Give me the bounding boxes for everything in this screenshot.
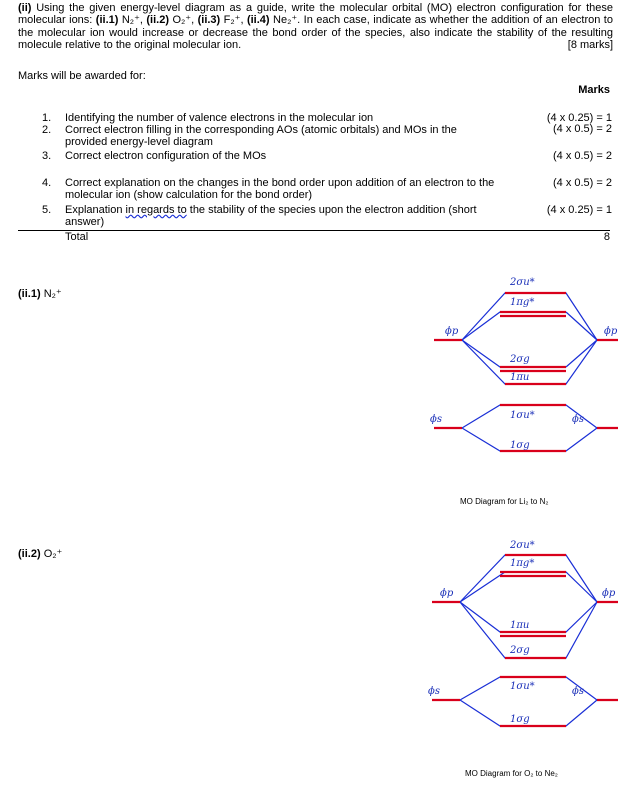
label-phi-p-right: ϕp [602, 588, 616, 599]
part-ii1-label: (ii.1) N₂⁺ [18, 288, 62, 300]
label-1sigma-g: 1σg [510, 714, 530, 725]
mo-diagram-li2-n2 [430, 277, 618, 506]
label-phi-p-left: ϕp [440, 588, 454, 599]
total-value: 8 [603, 231, 610, 243]
label-1sigma-u-star: 1σu* [510, 681, 535, 692]
total-marks: [8 marks] [567, 39, 613, 52]
label-1pi-g-star: 1πg* [510, 558, 535, 569]
upper-connectors [460, 555, 597, 658]
diagram-caption: MO Diagram for O₂ to Ne₂ [465, 769, 558, 778]
label-2sigma-g: 2σg [510, 354, 530, 365]
energy-levels [432, 555, 618, 726]
rubric-intro: Marks will be awarded for: [18, 70, 146, 82]
part-ii2-label: (ii.2) O₂⁺ [18, 548, 63, 560]
label-phi-p-left: ϕp [445, 326, 459, 337]
label-2sigma-u-star: 2σu* [510, 540, 535, 551]
question-text: (ii) Using the given energy-level diagram as a guide, write the molecular orbital (MO) electron configuration for these molecular ions: (ii.1) N₂⁺, (ii.2) O₂⁺, (ii.3) F₂⁺, (ii.4) Ne₂⁺. In each case, indicate as whether the addition of an electron to the molecular ion would increase or decrease the bond order of the species, also indicate the stability of the resulting molecule relative to the original molecular ion. [8 marks] [18, 2, 613, 52]
marks-header: Marks [578, 84, 610, 96]
label-1sigma-u-star: 1σu* [510, 410, 535, 421]
label-1pi-u: 1πu [510, 372, 530, 383]
label-phi-s-left: ϕs [430, 414, 442, 425]
spellcheck-underline: in regards to [125, 204, 187, 216]
question-part-label: (ii) [18, 2, 32, 14]
rubric-list: 1. Identifying the number of valence electrons in the molecular ion (4 x 0.25) = 1 2. Correct electron filling in the corresponding AOs (atomic orbitals) and MOs in the provided energy-level diagram (4 x 0.5) = 2 3. Correct electron configuration of the MOs (4 x 0.5) = 2 4. Correct explanation on the changes in the bond order upon addition of an electron to the molecular ion (show calculation for the bond order) (4 x 0.5) = 2 5. Explanation in regards to the stability of the species upon the electron addition (short answer) (4 x 0.25) = 1 [42, 112, 612, 228]
diagram-caption: MO Diagram for Li₂ to N₂ [460, 497, 549, 506]
label-1pi-g-star: 1πg* [510, 297, 535, 308]
label-2sigma-g: 2σg [510, 645, 530, 656]
label-1pi-u: 1πu [510, 620, 530, 631]
label-2sigma-u-star: 2σu* [510, 277, 535, 288]
label-phi-s-right: ϕs [572, 414, 584, 425]
label-phi-s-left: ϕs [428, 686, 440, 697]
label-1sigma-g: 1σg [510, 440, 530, 451]
mo-diagram-o2-ne2 [428, 540, 618, 778]
label-phi-s-right: ϕs [572, 686, 584, 697]
label-phi-p-right: ϕp [604, 326, 618, 337]
total-label: Total [65, 231, 89, 243]
